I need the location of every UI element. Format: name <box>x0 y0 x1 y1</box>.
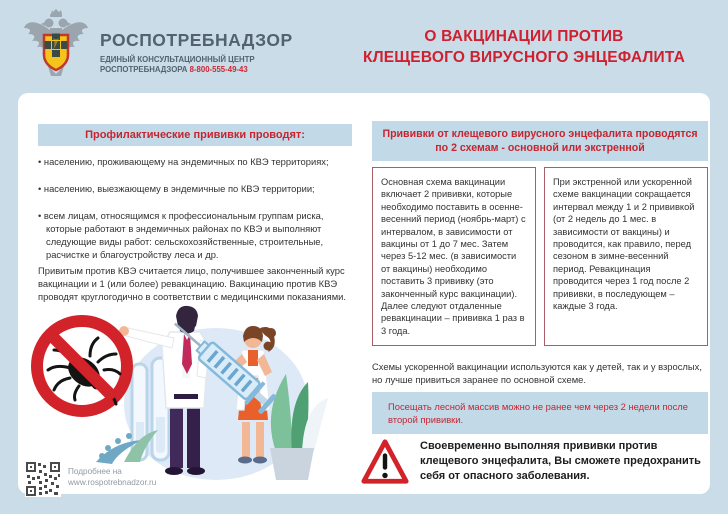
right-section-heading: Прививки от клещевого вирусного энцефалита проводятся по 2 схемам - основной или экстренной <box>372 121 708 161</box>
schemes-boxes <box>372 167 708 346</box>
accelerated-scheme-note: Схемы ускоренной вакцинации используются как у детей, так и у взрослых, но лучше привиться заранее по основной схеме. <box>372 361 702 385</box>
poster-title <box>356 26 692 68</box>
list-item: • населению, проживающему на эндемичных по КВЭ территориях; <box>38 155 356 168</box>
no-ticks-prohibition-sign <box>37 321 127 411</box>
rospotrebnadzor-eagle-logo-icon <box>20 8 92 86</box>
forest-visit-highlight: Посещать лесной массив можно не ранее чем через 2 недели после второй прививки. <box>372 392 708 434</box>
vaccination-definition-paragraph: Привитым против КВЭ считается лицо, получившее законченный курс вакцинации и 1 (или более) ревакцинацию. Вакцинацию против КВЭ проводят круглогодично в соответствии с медицинскими показаниями. <box>38 265 346 302</box>
hotline-phone: 8-800-555-49-43 <box>189 65 248 74</box>
warning-text: Своевременно выполняя прививки против клещевого энцефалита, Вы сможете предохранить себя от опасного заболевания. <box>420 440 701 482</box>
footer-note <box>68 466 156 488</box>
org-block <box>100 30 350 75</box>
org-subtitle-line1: ЕДИНЫЙ КОНСУЛЬТАЦИОННЫЙ ЦЕНТР <box>100 55 255 64</box>
org-subtitle-line2: РОСПОТРЕБНАДЗОРА <box>100 65 188 74</box>
org-subtitle <box>100 55 350 75</box>
org-name: РОСПОТРЕБНАДЗОР <box>100 30 293 50</box>
warning-block <box>360 437 710 487</box>
poster-title-line2: КЛЕЩЕВОГО ВИРУСНОГО ЭНЦЕФАЛИТА <box>363 49 685 66</box>
no-ticks-vaccination-illustration <box>24 302 360 480</box>
vaccination-groups-list <box>38 155 356 275</box>
list-item: • населению, выезжающему в эндемичные по КВЭ территории; <box>38 182 356 195</box>
express-scheme-box: При экстренной или ускоренной схеме вакцинации сокращается интервал между 1 и 2 прививкой (от 2 недель до 1 мес. в зависимости от вакцины) и проводится, как правило, перед сезоном в зимне-весенний период. Ревакцинация проводится через 1 год после 2 прививки, в последующем – каждые 3 года. <box>544 167 708 346</box>
qr-code-icon <box>25 461 61 497</box>
list-item: • всем лицам, относящимся к профессиональным группам риска, которые работают в эндемичных районах по КВЭ и выполняют следующие виды работ: сельскохозяйственные, строительные, расчистке и благоустройству леса и др. <box>38 209 356 261</box>
footer-note-label: Подробнее на <box>68 467 122 476</box>
poster-title-line1: О ВАКЦИНАЦИИ ПРОТИВ <box>424 28 624 45</box>
left-section-heading: Профилактические прививки проводят: <box>38 124 352 146</box>
main-scheme-box: Основная схема вакцинации включает 2 прививки, которые необходимо поставить в осенне-весенний период (ноябрь-март) с интервалом, в зависимости от вакцины от 1 до 7 мес. Затем через 5-12 мес. (в зависимости от вакцины) необходимо поставить 3 прививку (это законченный курс вакцинации). Далее следуют отдаленные ревакцинации – прививка 1 раз в 3 года. <box>372 167 536 346</box>
warning-triangle-icon <box>360 437 410 487</box>
website-link[interactable]: www.rospotrebnadzor.ru <box>68 478 157 487</box>
